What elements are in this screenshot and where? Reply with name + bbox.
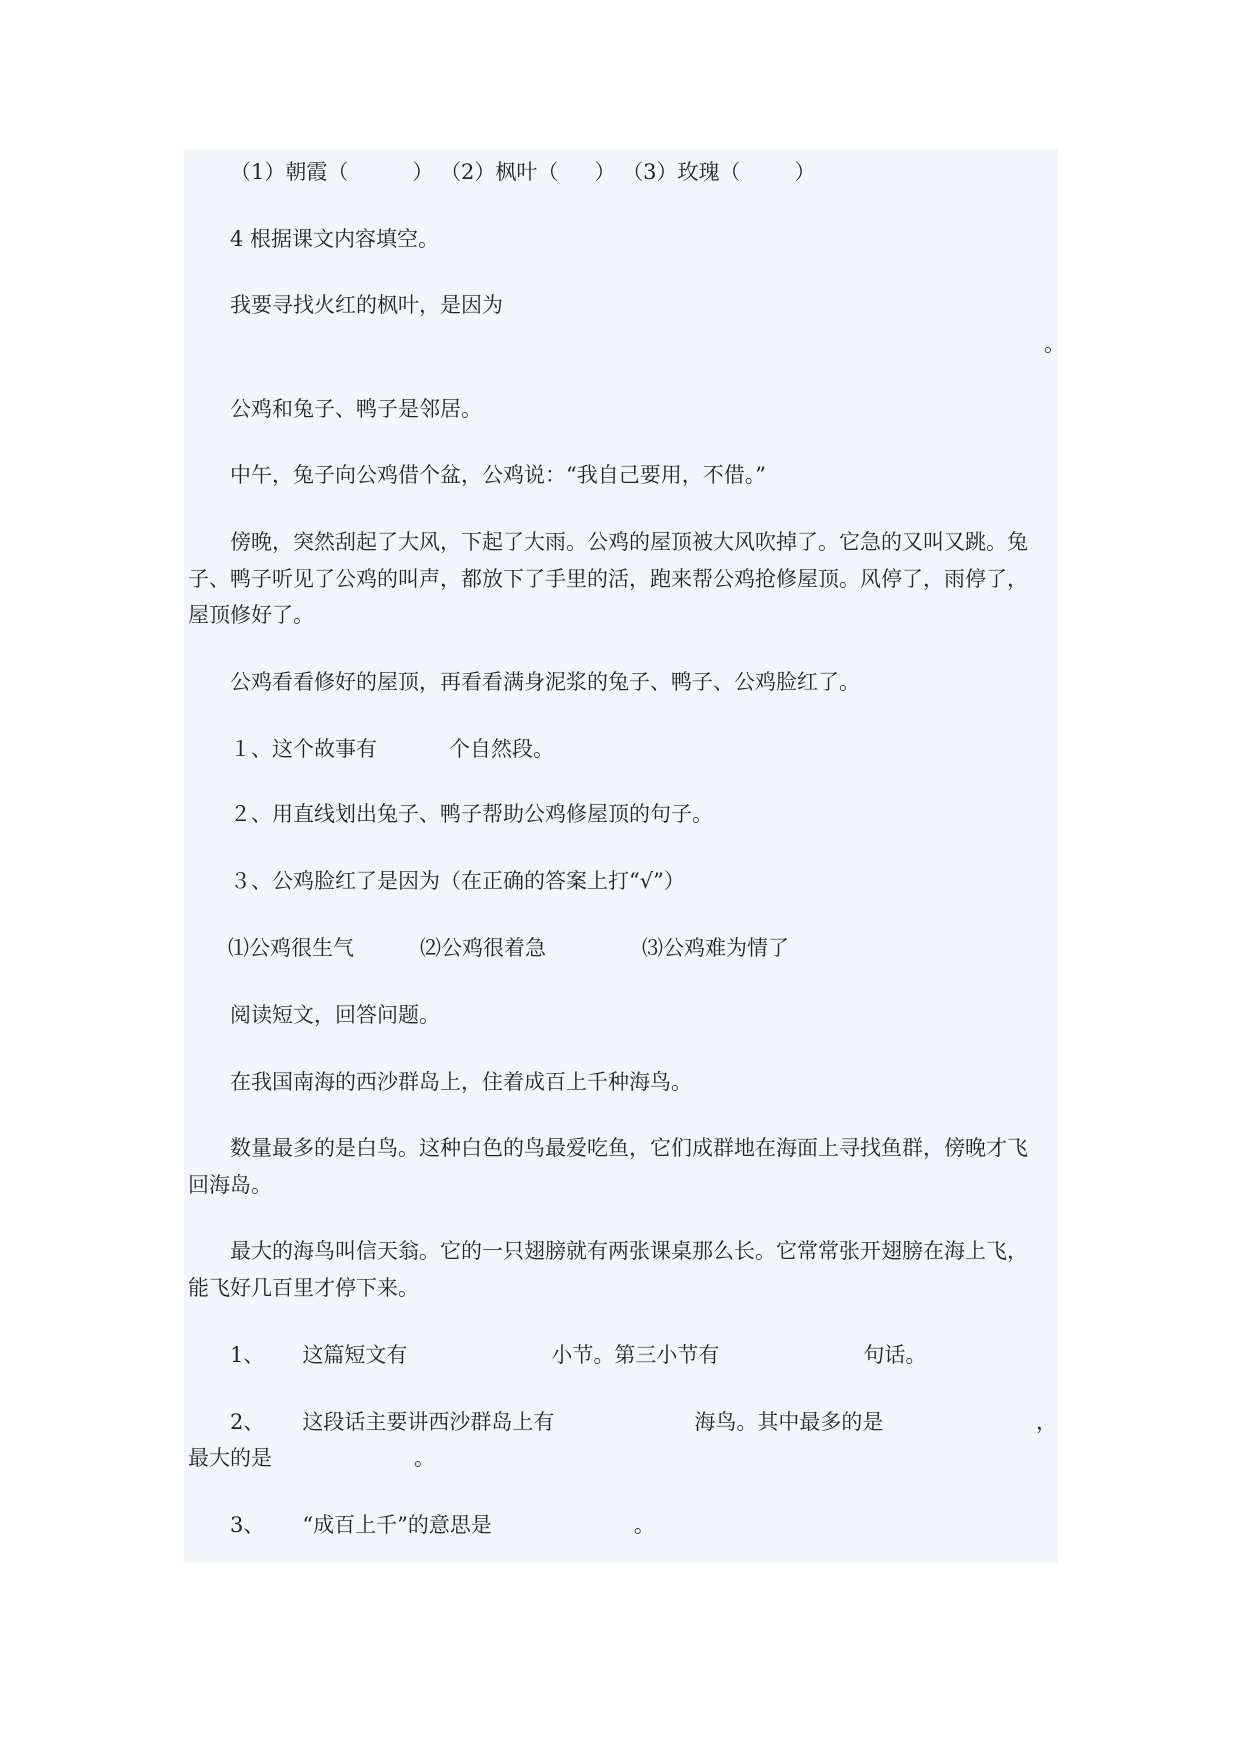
story-paragraph-3-line-1: 傍晚，突然刮起了大风，下起了大雨。公鸡的屋顶被大风吹掉了。它急的又叫又跳。兔 [230, 530, 1028, 554]
reading-question-2-comma: ， [1036, 1410, 1057, 1434]
reading-paragraph-3-line-1: 最大的海鸟叫信天翁。它的一只翅膀就有两张课桌那么长。它常常张开翅膀在海上飞， [230, 1239, 1028, 1263]
choice-angry: ⑴公鸡很生气 [228, 936, 354, 960]
q4-prompt: 我要寻找火红的枫叶，是因为 [230, 293, 503, 317]
reading-paragraph-2-line-1: 数量最多的是白鸟。这种白色的鸟最爱吃鱼，它们成群地在海面上寻找鱼群，傍晚才飞 [230, 1136, 1028, 1160]
reading-question-2: 2、 这段话主要讲西沙群岛上有 海鸟。其中最多的是 [230, 1410, 884, 1434]
story-paragraph-4: 公鸡看看修好的屋顶，再看看满身泥浆的兔子、鸭子、公鸡脸红了。 [230, 670, 860, 694]
choice-anxious: ⑵公鸡很着急 [420, 936, 546, 960]
reading-instruction: 阅读短文，回答问题。 [230, 1003, 440, 1027]
story-question-1: １、这个故事有 个自然段。 [230, 737, 554, 761]
reading-question-2-line-2: 最大的是 。 [188, 1446, 435, 1470]
q3-options-line: （1）朝霞（ ） （2）枫叶（ ） （3）玫瑰（ ） [230, 160, 816, 184]
option-rose: （3）玫瑰（ [622, 160, 741, 184]
option-morning-glow: （1）朝霞（ [230, 160, 349, 184]
q4-heading: 4 根据课文内容填空。 [230, 227, 440, 251]
choice-embarrassed: ⑶公鸡难为情了 [642, 936, 789, 960]
story-paragraph-2: 中午，兔子向公鸡借个盆，公鸡说：“我自己要用，不借。” [230, 463, 766, 487]
story-question-2: ２、用直线划出兔子、鸭子帮助公鸡修屋顶的句子。 [230, 802, 713, 826]
story-paragraph-3-line-2: 子、鸭子听见了公鸡的叫声，都放下了手里的活，跑来帮公鸡抢修屋顶。风停了，雨停了， [188, 567, 1028, 591]
reading-question-3: 3、 “成百上千”的意思是 。 [230, 1513, 655, 1537]
story-paragraph-1: 公鸡和兔子、鸭子是邻居。 [230, 397, 482, 421]
reading-question-1: 1、 这篇短文有 小节。第三小节有 句话。 [230, 1343, 927, 1367]
reading-paragraph-2-line-2: 回海岛。 [188, 1173, 272, 1197]
story-question-3: ３、公鸡脸红了是因为（在正确的答案上打“√”） [230, 869, 685, 893]
option-maple-leaf: （2）枫叶（ [440, 160, 559, 184]
story-paragraph-3-line-3: 屋顶修好了。 [188, 603, 314, 627]
reading-paragraph-1: 在我国南海的西沙群岛上，住着成百上千种海鸟。 [230, 1070, 692, 1094]
reading-paragraph-3-line-2: 能飞好几百里才停下来。 [188, 1276, 419, 1300]
story-question-3-options [228, 934, 789, 962]
q4-end-mark: 。 [1044, 332, 1065, 356]
